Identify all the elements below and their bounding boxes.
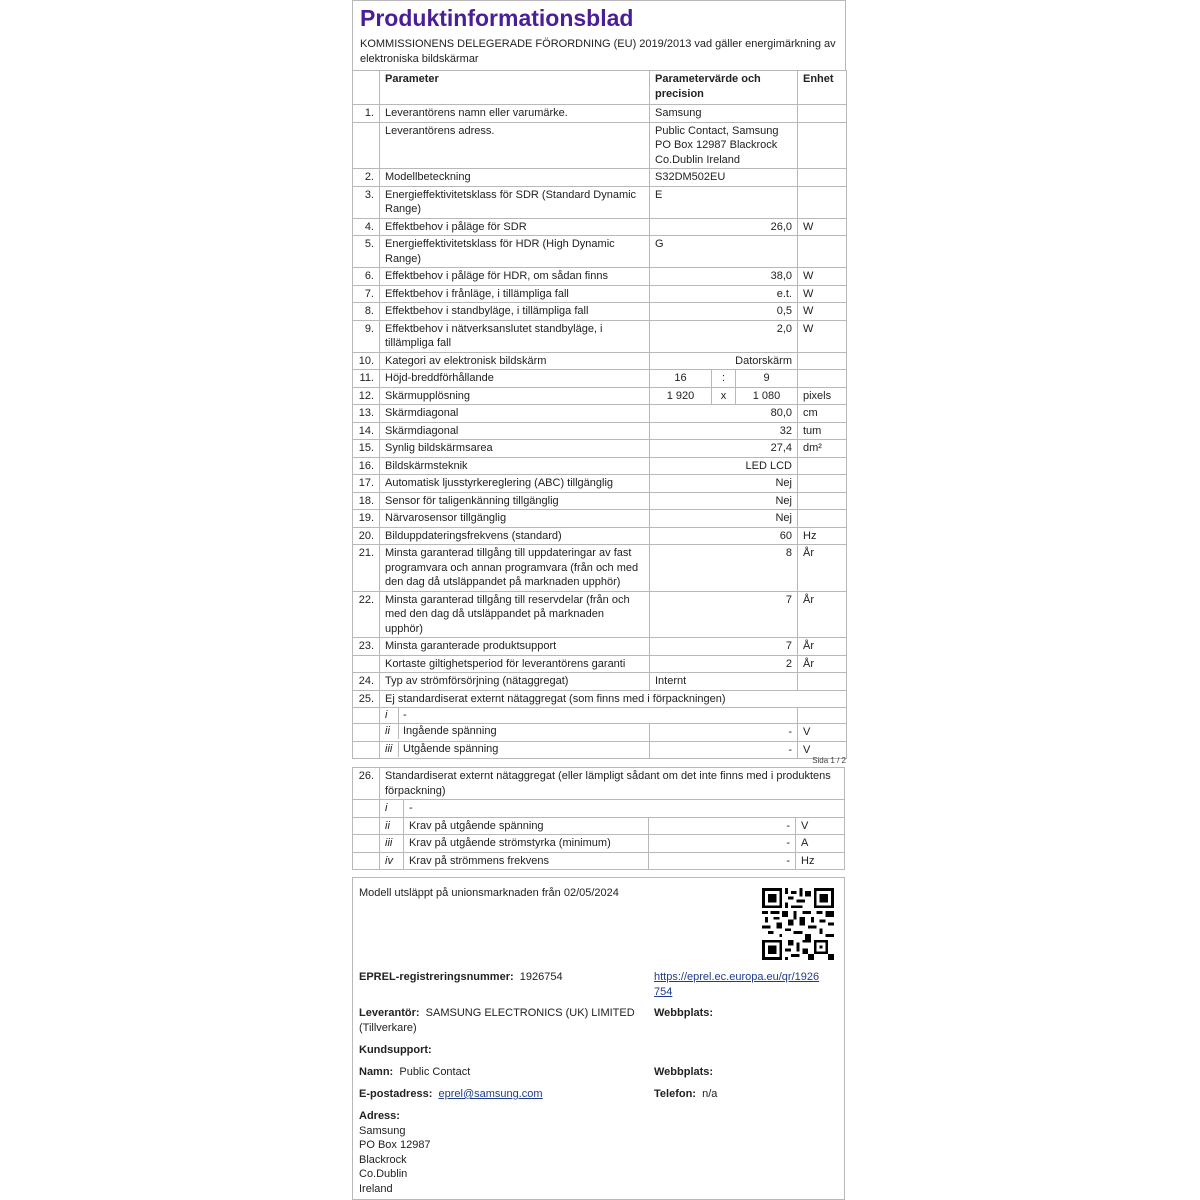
subrow-unit: V [798, 741, 847, 759]
row-unit: W [798, 320, 847, 352]
row-parameter: Leverantörens namn eller varumärke. [380, 105, 650, 123]
release-date-text: Modell utsläppt på unionsmarknaden från 02/05/2024 [359, 887, 619, 899]
name-label: Namn: [359, 1066, 394, 1078]
row-parameter: Höjd-breddförhållande [380, 370, 650, 388]
subrow-value: - [649, 835, 796, 853]
row-number [353, 852, 380, 870]
row-value: E [650, 186, 798, 218]
row-parameter: Närvarosensor tillgänglig [380, 510, 650, 528]
row-value: 27,4 [650, 440, 798, 458]
row-parameter: Skärmupplösning [380, 387, 650, 405]
row-unit: W [798, 268, 847, 286]
row-value: 26,0 [650, 218, 798, 236]
row-unit [798, 370, 847, 388]
row-number: 12. [353, 387, 380, 405]
row-number: 11. [353, 370, 380, 388]
row-number [353, 122, 380, 169]
table-row [353, 492, 847, 510]
table-row [353, 591, 847, 638]
row-unit [798, 673, 847, 691]
email-line [359, 1087, 543, 1102]
row-number: 24. [353, 673, 380, 691]
row-number [353, 835, 380, 853]
row-value: e.t. [650, 285, 798, 303]
row-unit: W [798, 303, 847, 321]
address-line: Ireland [359, 1182, 393, 1195]
row-number [353, 655, 380, 673]
row-unit [798, 122, 847, 169]
table-row [353, 285, 847, 303]
table-header-row [353, 71, 847, 105]
row-unit [798, 352, 847, 370]
row-value: 0,5 [650, 303, 798, 321]
row-unit: dm² [798, 440, 847, 458]
row-number: 18. [353, 492, 380, 510]
header-value: Parametervärde och precision [650, 71, 798, 105]
row-parameter: Bildskärmsteknik [380, 457, 650, 475]
subrow-value: - [649, 817, 796, 835]
row-value: 2 [650, 655, 798, 673]
address-block [359, 1109, 431, 1196]
row-parameter: Standardiserat externt nätaggregat (eller lämpligt sådant om det inte finns med i produktens förpackning) [380, 768, 845, 800]
parameter-table [352, 70, 847, 759]
email-link[interactable]: eprel@samsung.com [438, 1088, 543, 1100]
table-subrow [353, 852, 845, 870]
regulation-subtitle: KOMMISSIONENS DELEGERADE FÖRORDNING (EU) 2019/2013 vad gäller energimärkning av elektroniska bildskärmar [360, 38, 836, 65]
row-parameter: Energieffektivitetsklass för HDR (High Dynamic Range) [380, 236, 650, 268]
row-unit: pixels [798, 387, 847, 405]
email-label: E-postadress: [359, 1088, 433, 1100]
subrow-index: i [380, 800, 404, 818]
row-parameter: Sensor för taligenkänning tillgänglig [380, 492, 650, 510]
address-line: Co.Dublin [359, 1168, 408, 1180]
subrow-index: iii [380, 835, 404, 853]
row-value: Internt [650, 673, 798, 691]
row-number: 22. [353, 591, 380, 638]
table-row [353, 320, 847, 352]
row-unit: W [798, 285, 847, 303]
subrow-index: ii [380, 724, 399, 739]
supplier-line [359, 1006, 644, 1035]
supplier-info-box [352, 877, 845, 1200]
table-row [353, 303, 847, 321]
row-number: 5. [353, 236, 380, 268]
row-number: 20. [353, 527, 380, 545]
eprel-value: 1926754 [519, 971, 563, 983]
subrow-index: iii [380, 742, 399, 757]
subrow-index: iv [380, 852, 404, 870]
row-parameter: Leverantörens adress. [380, 122, 650, 169]
row-value: 7 [650, 591, 798, 638]
row-value: 32 [650, 422, 798, 440]
table-row [353, 690, 847, 708]
row-value: 8 [650, 545, 798, 592]
row-value-part: 1 920 [650, 387, 712, 405]
row-number: 17. [353, 475, 380, 493]
row-value-part: 16 [650, 370, 712, 388]
row-parameter: Ej standardiserat externt nätaggregat (som finns med i förpackningen) [380, 690, 847, 708]
row-unit: År [798, 655, 847, 673]
row-parameter: Skärmdiagonal [380, 405, 650, 423]
row-value: Datorskärm [650, 352, 798, 370]
subrow-label-cell [380, 708, 650, 724]
row-number: 19. [353, 510, 380, 528]
row-value: 7 [650, 638, 798, 656]
row-number: 3. [353, 186, 380, 218]
table-subrow [353, 835, 845, 853]
subrow-value: - [650, 724, 798, 742]
subrow-value: - [649, 852, 796, 870]
subrow-unit: V [798, 724, 847, 742]
row-number: 10. [353, 352, 380, 370]
row-parameter: Energieffektivitetsklass för SDR (Standard Dynamic Range) [380, 186, 650, 218]
table-row [353, 457, 847, 475]
table-row [353, 475, 847, 493]
row-unit [798, 510, 847, 528]
row-parameter: Minsta garanterade produktsupport [380, 638, 650, 656]
subrow-unit [798, 708, 847, 724]
address-line: PO Box 12987 [359, 1139, 431, 1151]
row-value: G [650, 236, 798, 268]
row-number: 13. [353, 405, 380, 423]
product-info-sheet [352, 0, 846, 759]
row-value: Nej [650, 475, 798, 493]
row-value-part: 1 080 [736, 387, 798, 405]
row-number: 14. [353, 422, 380, 440]
row-unit: W [798, 218, 847, 236]
subrow-unit: A [796, 835, 845, 853]
table-subrow [353, 817, 845, 835]
subrow-label: Krav på utgående spänning [404, 817, 649, 835]
subrow-label: - [403, 709, 407, 721]
row-number: 4. [353, 218, 380, 236]
row-value: 80,0 [650, 405, 798, 423]
supplier-label: Leverantör: [359, 1007, 420, 1019]
row-unit: År [798, 638, 847, 656]
page-title: Produktinformationsblad [360, 5, 634, 31]
table-row [353, 655, 847, 673]
phone-value: n/a [702, 1088, 718, 1100]
table-row [353, 440, 847, 458]
website2-label: Webbplats: [654, 1066, 714, 1078]
subrow-unit: V [796, 817, 845, 835]
row-parameter: Modellbeteckning [380, 169, 650, 187]
row-unit: Hz [798, 527, 847, 545]
table-row [353, 169, 847, 187]
table-row [353, 768, 845, 800]
table-row [353, 673, 847, 691]
power-supply-table [352, 767, 845, 870]
subrow-label: Krav på utgående strömstyrka (minimum) [404, 835, 649, 853]
row-value: S32DM502EU [650, 169, 798, 187]
row-number [353, 708, 380, 724]
row-unit [798, 492, 847, 510]
row-number: 25. [353, 690, 380, 708]
eprel-number [359, 970, 563, 985]
row-value: Nej [650, 492, 798, 510]
row-number: 6. [353, 268, 380, 286]
row-parameter: Effektbehov i standbyläge, i tillämpliga fall [380, 303, 650, 321]
page-number: Sida 1 / 2 [812, 756, 846, 765]
row-number: 23. [353, 638, 380, 656]
table-row [353, 370, 847, 388]
row-number: 8. [353, 303, 380, 321]
header-parameter: Parameter [380, 71, 650, 105]
row-value: Public Contact, Samsung PO Box 12987 Blackrock Co.Dublin Ireland [650, 122, 798, 169]
table-row [353, 545, 847, 592]
row-value: LED LCD [650, 457, 798, 475]
row-parameter: Synlig bildskärmsarea [380, 440, 650, 458]
row-parameter: Effektbehov i frånläge, i tillämpliga fall [380, 285, 650, 303]
contact-name [359, 1065, 470, 1080]
table-row [353, 510, 847, 528]
table-row [353, 638, 847, 656]
row-number: 26. [353, 768, 380, 800]
row-parameter: Effektbehov i nätverksanslutet standbyläge, i tillämpliga fall [380, 320, 650, 352]
row-value: Samsung [650, 105, 798, 123]
row-parameter: Bilduppdateringsfrekvens (standard) [380, 527, 650, 545]
row-value: 2,0 [650, 320, 798, 352]
table-row [353, 422, 847, 440]
table-subrow [353, 724, 847, 742]
table-row [353, 352, 847, 370]
customer-support-label: Kundsupport: [359, 1044, 432, 1056]
subrow-value [650, 708, 798, 724]
subrow-label: Ingående spänning [403, 725, 497, 737]
table-row [353, 218, 847, 236]
row-parameter: Effektbehov i påläge för HDR, om sådan finns [380, 268, 650, 286]
subrow-unit: Hz [796, 852, 845, 870]
table-subrow [353, 708, 847, 724]
row-parameter: Effektbehov i påläge för SDR [380, 218, 650, 236]
row-unit: År [798, 545, 847, 592]
subrow-value: - [650, 741, 798, 759]
row-unit [798, 475, 847, 493]
subrow-index: i [380, 708, 399, 723]
row-number: 21. [353, 545, 380, 592]
subrow-label: Krav på strömmens frekvens [404, 852, 649, 870]
table-row [353, 268, 847, 286]
address-line: Samsung [359, 1124, 406, 1137]
row-value-separator: : [712, 370, 736, 388]
row-unit [798, 236, 847, 268]
row-unit: cm [798, 405, 847, 423]
row-number: 7. [353, 285, 380, 303]
row-parameter: Kortaste giltighetsperiod för leverantörens garanti [380, 655, 650, 673]
supplier-value: SAMSUNG ELECTRONICS (UK) LIMITED (Tillverkare) [359, 1007, 635, 1034]
subrow-label: - [404, 800, 845, 818]
subrow-label-cell [380, 724, 650, 742]
row-unit [798, 186, 847, 218]
table-row [353, 186, 847, 218]
address-line: Blackrock [359, 1153, 407, 1166]
header-num-cell [353, 71, 380, 105]
header-box [352, 0, 846, 70]
row-number [353, 724, 380, 742]
row-parameter: Skärmdiagonal [380, 422, 650, 440]
table-row [353, 405, 847, 423]
row-number: 16. [353, 457, 380, 475]
row-number: 1. [353, 105, 380, 123]
name-value: Public Contact [399, 1066, 471, 1078]
eprel-label: EPREL-registreringsnummer: [359, 971, 514, 983]
row-unit: tum [798, 422, 847, 440]
qr-code-icon[interactable] [762, 888, 834, 960]
row-value: 38,0 [650, 268, 798, 286]
page-two-table-wrap [352, 767, 846, 870]
eprel-link[interactable]: https://eprel.ec.europa.eu/qr/1926754 [654, 971, 820, 998]
row-value: Nej [650, 510, 798, 528]
row-unit [798, 457, 847, 475]
row-parameter: Kategori av elektronisk bildskärm [380, 352, 650, 370]
row-number [353, 800, 380, 818]
row-unit: År [798, 591, 847, 638]
phone-label: Telefon: [654, 1088, 696, 1100]
table-row [353, 387, 847, 405]
address-label: Adress: [359, 1110, 400, 1122]
subrow-label: Utgående spänning [403, 742, 499, 755]
row-parameter: Automatisk ljusstyrkereglering (ABC) tillgänglig [380, 475, 650, 493]
phone-line [654, 1087, 717, 1102]
header-unit: Enhet [798, 71, 847, 105]
subrow-index: ii [380, 817, 404, 835]
row-value-part: 9 [736, 370, 798, 388]
row-number: 9. [353, 320, 380, 352]
row-unit [798, 169, 847, 187]
table-row [353, 527, 847, 545]
row-number [353, 817, 380, 835]
row-parameter: Minsta garanterad tillgång till reservdelar (från och med den dag då utsläppandet på marknaden upphör) [380, 591, 650, 638]
row-parameter: Typ av strömförsörjning (nätaggregat) [380, 673, 650, 691]
table-row [353, 236, 847, 268]
table-row [353, 105, 847, 123]
row-number: 2. [353, 169, 380, 187]
row-number: 15. [353, 440, 380, 458]
table-row [353, 122, 847, 169]
row-value-separator: x [712, 387, 736, 405]
table-subrow [353, 800, 845, 818]
website-label: Webbplats: [654, 1007, 714, 1019]
row-parameter: Minsta garanterad tillgång till uppdateringar av fast programvara och annan programvara (från och med den dag då utsläppandet på marknaden upphör) [380, 545, 650, 592]
row-unit [798, 105, 847, 123]
row-value: 60 [650, 527, 798, 545]
